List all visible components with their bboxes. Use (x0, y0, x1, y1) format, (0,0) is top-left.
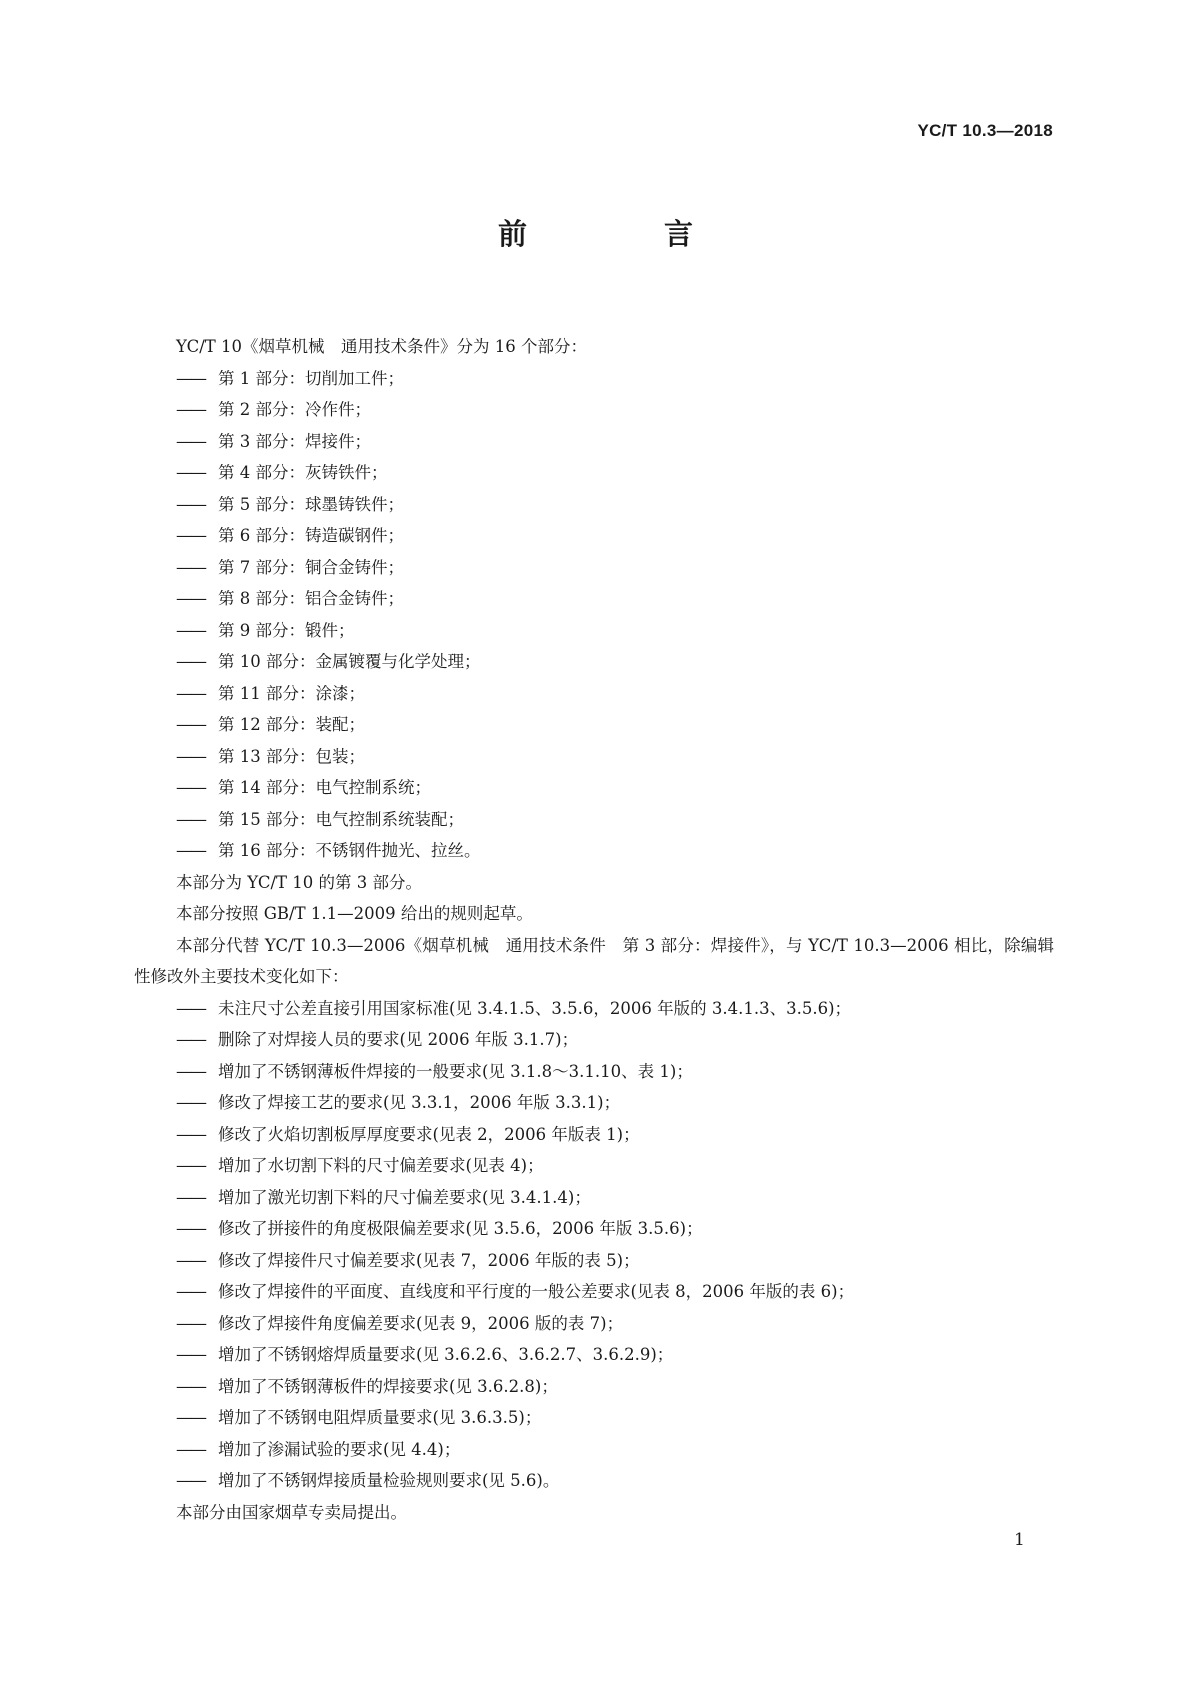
part-item-text: 第 6 部分：铸造碳钢件； (218, 526, 404, 545)
part-item (134, 772, 1054, 804)
change-item-text: 删除了对焊接人员的要求(见 2006 年版 3.1.7)； (218, 1030, 579, 1049)
part-item (134, 394, 1054, 426)
change-item (134, 1245, 1054, 1277)
list-dash: —— (176, 1439, 205, 1459)
list-dash: —— (176, 1471, 205, 1490)
list-dash: —— (176, 1250, 205, 1270)
part-item-text: 第 14 部分：电气控制系统； (218, 778, 431, 797)
part-item (134, 741, 1054, 773)
list-dash: —— (176, 1187, 205, 1207)
part-item (134, 678, 1054, 710)
part-item-text: 第 9 部分：锻件； (218, 620, 355, 640)
part-item-text: 第 8 部分：铝合金铸件； (218, 589, 404, 608)
intro-paragraph: YC/T 10《烟草机械 通用技术条件》分为 16 个部分： (176, 337, 588, 356)
list-dash: —— (176, 463, 205, 482)
change-item-text: 增加了激光切割下料的尺寸偏差要求(见 3.4.1.4)； (218, 1187, 591, 1207)
change-item-text: 修改了焊接件角度偏差要求(见表 9，2006 版的表 7)； (218, 1313, 624, 1333)
change-item-text: 未注尺寸公差直接引用国家标准(见 3.4.1.5、3.5.6，2006 年版的 3.4.1.3、3.5.6)； (218, 998, 852, 1018)
part-item (134, 426, 1054, 458)
change-item-text: 增加了渗漏试验的要求(见 4.4)； (218, 1439, 461, 1459)
change-item-text: 增加了不锈钢熔焊质量要求(见 3.6.2.6、3.6.2.7、3.6.2.9)； (218, 1345, 674, 1364)
list-dash: —— (176, 494, 205, 514)
list-dash: —— (176, 1376, 205, 1396)
page-number: 1 (1014, 1530, 1025, 1550)
list-dash: —— (176, 1093, 205, 1112)
change-item (134, 1339, 1054, 1371)
part-item (134, 552, 1054, 584)
part-item-text: 第 3 部分：焊接件； (218, 431, 371, 451)
part-item (134, 489, 1054, 521)
list-dash: —— (176, 400, 205, 419)
change-item (134, 1465, 1054, 1497)
part-item-text: 第 2 部分：冷作件； (218, 400, 371, 419)
change-item-text: 增加了不锈钢焊接质量检验规则要求(见 5.6)。 (218, 1471, 560, 1490)
list-dash: —— (176, 1061, 205, 1081)
part-item-text: 第 13 部分：包装； (218, 746, 365, 766)
list-dash: —— (176, 1030, 205, 1049)
change-item-text: 修改了焊接工艺的要求(见 3.3.1，2006 年版 3.3.1)； (218, 1093, 621, 1112)
list-dash: —— (176, 1219, 205, 1238)
list-dash: —— (176, 368, 205, 388)
change-item-text: 修改了火焰切割板厚厚度要求(见表 2，2006 年版表 1)； (218, 1124, 640, 1144)
part-item-text: 第 10 部分：金属镀覆与化学处理； (218, 652, 481, 671)
list-dash: —— (176, 746, 205, 766)
change-item (134, 1434, 1054, 1466)
parts-list (134, 363, 1054, 867)
list-dash: —— (176, 841, 205, 860)
change-item-text: 增加了不锈钢薄板件焊接的一般要求(见 3.1.8～3.1.10、表 1)； (218, 1061, 693, 1081)
part-of-paragraph: 本部分为 YC/T 10 的第 3 部分。 (176, 872, 423, 892)
list-dash: —— (176, 526, 205, 545)
part-item-text: 第 11 部分：涂漆； (218, 683, 365, 703)
part-item (134, 520, 1054, 552)
change-item (134, 1308, 1054, 1340)
part-item (134, 646, 1054, 678)
part-item-text: 第 12 部分：装配； (218, 715, 365, 734)
part-item-text: 第 15 部分：电气控制系统装配； (218, 809, 464, 829)
part-item (134, 583, 1054, 615)
list-dash: —— (176, 1124, 205, 1144)
list-dash: —— (176, 589, 205, 608)
change-item (134, 1371, 1054, 1403)
change-item-text: 修改了焊接件的平面度、直线度和平行度的一般公差要求(见表 8，2006 年版的表 6)； (218, 1282, 855, 1301)
change-item-text: 修改了焊接件尺寸偏差要求(见表 7，2006 年版的表 5)； (218, 1250, 640, 1270)
part-item-text: 第 4 部分：灰铸铁件； (218, 463, 388, 482)
drafting-paragraph: 本部分按照 GB/T 1.1—2009 给出的规则起草。 (176, 904, 533, 923)
part-item (134, 457, 1054, 489)
list-dash: —— (176, 620, 205, 640)
list-dash: —— (176, 652, 205, 671)
change-item (134, 1150, 1054, 1182)
change-item (134, 993, 1054, 1025)
change-item (134, 1087, 1054, 1119)
change-item-text: 增加了水切割下料的尺寸偏差要求(见表 4)； (218, 1156, 544, 1175)
change-item (134, 1402, 1054, 1434)
list-dash: —— (176, 683, 205, 703)
part-item-text: 第 16 部分：不锈钢件抛光、拉丝。 (218, 841, 481, 860)
part-item (134, 804, 1054, 836)
list-dash: —— (176, 1345, 205, 1364)
list-dash: —— (176, 431, 205, 451)
change-item (134, 1024, 1054, 1056)
page-title: 前 言 (497, 217, 747, 251)
change-item (134, 1056, 1054, 1088)
change-item-text: 增加了不锈钢电阻焊质量要求(见 3.6.3.5)； (218, 1408, 542, 1427)
change-item (134, 1213, 1054, 1245)
list-dash: —— (176, 809, 205, 829)
change-item (134, 1119, 1054, 1151)
change-item-text: 增加了不锈钢薄板件的焊接要求(见 3.6.2.8)； (218, 1376, 558, 1396)
part-item (134, 709, 1054, 741)
change-item (134, 1276, 1054, 1308)
list-dash: —— (176, 715, 205, 734)
list-dash: —— (176, 1156, 205, 1175)
part-item-text: 第 1 部分：切削加工件； (218, 368, 404, 388)
part-item-text: 第 5 部分：球墨铸铁件； (218, 494, 404, 514)
change-item-text: 修改了拼接件的角度极限偏差要求(见 3.5.6，2006 年版 3.5.6)； (218, 1219, 703, 1238)
standard-code: YC/T 10.3—2018 (917, 121, 1053, 140)
changes-list (134, 993, 1054, 1497)
part-item (134, 615, 1054, 647)
list-dash: —— (176, 557, 205, 577)
list-dash: —— (176, 778, 205, 797)
replaces-paragraph: 本部分代替 YC/T 10.3—2006《烟草机械 通用技术条件 第 3 部分：焊接件》，与 YC/T 10.3—2006 相比，除编辑性修改外主要技术变化如下： (134, 935, 1054, 986)
part-item (134, 835, 1054, 867)
list-dash: —— (176, 1282, 205, 1301)
part-item (134, 363, 1054, 395)
list-dash: —— (176, 998, 205, 1018)
list-dash: —— (176, 1313, 205, 1333)
foreword-body (134, 331, 1054, 1528)
list-dash: —— (176, 1408, 205, 1427)
part-item-text: 第 7 部分：铜合金铸件； (218, 557, 404, 577)
change-item (134, 1182, 1054, 1214)
proposed-paragraph: 本部分由国家烟草专卖局提出。 (176, 1502, 407, 1522)
